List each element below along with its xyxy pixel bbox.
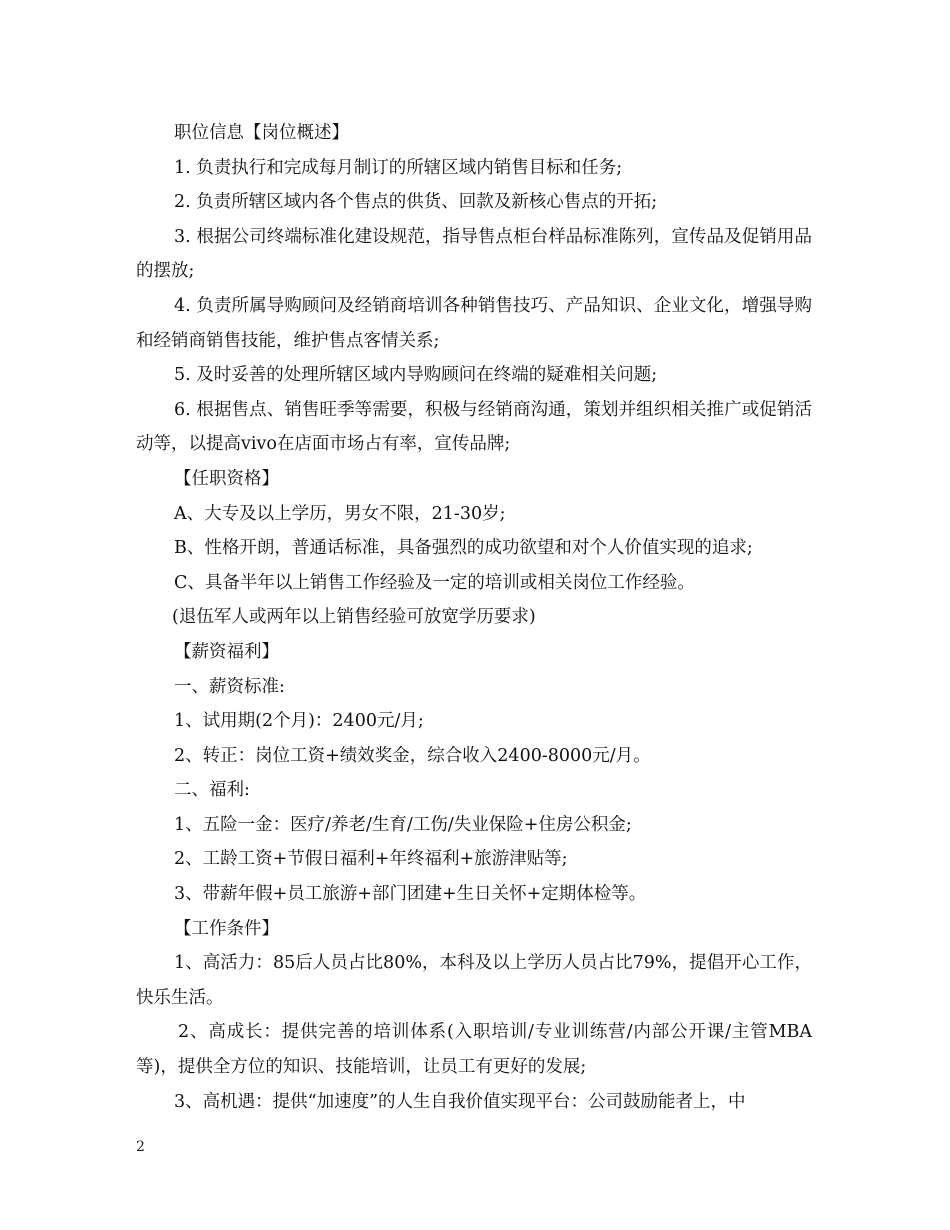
section-heading-work-conditions: 【工作条件】: [174, 918, 279, 939]
duty-item-3: 3. 根据公司终端标准化建设规范，指导售点柜台样品标准陈列，宣传品及促销用品的摆放;: [136, 226, 812, 282]
duty-item-5: 5. 及时妥善的处理所辖区域内导购顾问在终端的疑难相关问题;: [174, 365, 658, 386]
condition-item-3: 3、高机遇：提供“加速度”的人生自我价值实现平台：公司鼓励能者上，中: [174, 1091, 746, 1112]
duty-item-1: 1. 负责执行和完成每月制订的所辖区域内销售目标和任务;: [174, 157, 623, 178]
benefit-item-2: 2、工龄工资+节假日福利+年终福利+旅游津贴等;: [174, 849, 568, 870]
condition-item-2: 2、高成长：提供完善的培训体系(入职培训/专业训练营/内部公开课/主管MBA等)，提供全方位的知识、技能培训，让员工有更好的发展;: [136, 1022, 812, 1078]
benefit-item-3: 3、带薪年假+员工旅游+部门团建+生日关怀+定期体检等。: [174, 884, 647, 905]
section-heading-job-overview: 职位信息【岗位概述】: [174, 123, 349, 143]
document-body: [136, 116, 812, 1119]
qualification-note: (退伍军人或两年以上销售经验可放宽学历要求): [172, 607, 536, 628]
condition-item-1: 1、高活力：85后人员占比80%，本科及以上学历人员占比79%，提倡开心工作，快乐生活。: [136, 953, 812, 1008]
section-heading-qualifications: 【任职资格】: [174, 468, 279, 489]
benefit-item-1: 1、五险一金：医疗/养老/生育/工伤/失业保险+住房公积金;: [174, 814, 632, 835]
subheading-benefits: 二、福利:: [174, 780, 250, 801]
duty-item-6: 6. 根据售点、销售旺季等需要，积极与经销商沟通，策划并组织相关推广或促销活动等，以提高vivo在店面市场占有率，宣传品牌;: [136, 399, 812, 455]
section-heading-salary-benefits: 【薪资福利】: [174, 641, 279, 662]
page-number: 2: [136, 1139, 145, 1155]
qualification-item-b: B、性格开朗，普通话标准，具备强烈的成功欲望和对个人价值实现的追求;: [174, 538, 753, 559]
salary-item-2: 2、转正：岗位工资+绩效奖金，综合收入2400-8000元/月。: [174, 745, 651, 766]
duty-item-2: 2. 负责所辖区域内各个售点的供货、回款及新核心售点的开拓;: [174, 192, 658, 213]
qualification-item-c: C、具备半年以上销售工作经验及一定的培训或相关岗位工作经验。: [174, 572, 695, 593]
duty-item-4: 4. 负责所属导购顾问及经销商培训各种销售技巧、产品知识、企业文化，增强导购和经销商销售技能，维护售点客情关系;: [136, 295, 812, 351]
salary-item-1: 1、试用期(2个月)：2400元/月;: [174, 711, 424, 732]
subheading-salary-standard: 一、薪资标准:: [174, 676, 285, 697]
qualification-item-a: A、大专及以上学历，男女不限，21-30岁;: [174, 503, 506, 524]
